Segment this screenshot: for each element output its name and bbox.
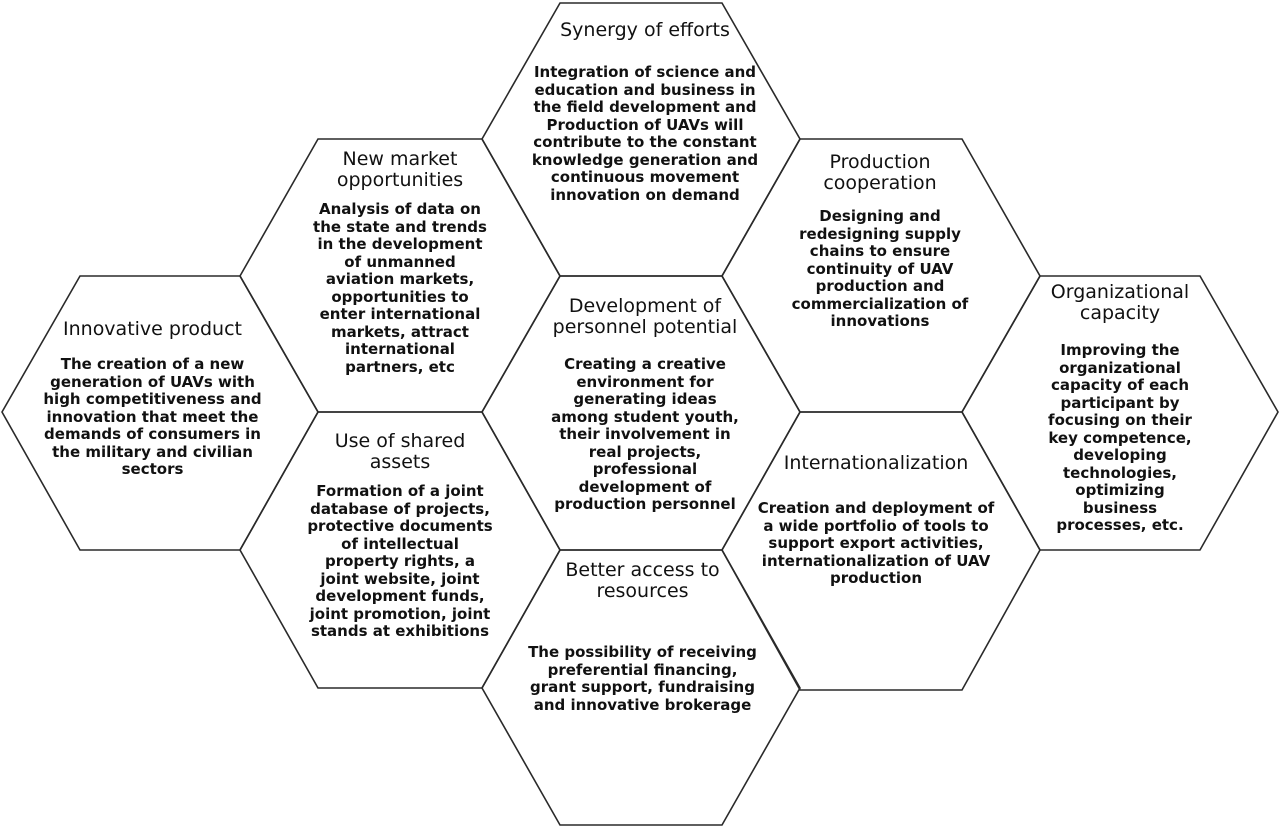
hex-shared-assets (300, 431, 500, 641)
hex-body: Creation and deployment of a wide portfolio of tools to support export activities, internationalization of UAV production (757, 499, 995, 587)
hex-title: Organizational capacity (1050, 281, 1190, 324)
hex-title: Production cooperation (823, 151, 937, 194)
hex-body: The creation of a new generation of UAVs with high competitiveness and innovation that meet the demands of consumers in the military and civilian sectors (43, 355, 262, 478)
hex-resources (525, 560, 760, 714)
hex-body: Improving the organizational capacity of each participant by focusing on their key competence, developing technologies, optimizing business processes, etc. (1048, 341, 1192, 534)
hex-body: Creating a creative environment for generating ideas among student youth, their involvement in real projects, professional development of production personnel (551, 355, 739, 513)
hex-body: Designing and redesigning supply chains to ensure continuity of UAV production and commercialization of innovations (791, 207, 969, 330)
hex-organizational (1035, 282, 1205, 535)
hex-body: Integration of science and education and business in the field development and Production of UAVs will contribute to the constant knowledge generation and continuous movement innovation on demand (531, 63, 759, 204)
hex-body: Analysis of data on the state and trends in the development of unmanned aviation markets, opportunities to enter international markets, attract international partners, etc (313, 200, 487, 376)
hex-title: Internationalization (783, 452, 969, 474)
hex-new-market (300, 149, 500, 376)
hex-title: New market opportunities (336, 148, 464, 191)
hex-production-cooperation (780, 152, 980, 331)
hex-innovative-product (30, 319, 275, 479)
hex-personnel (545, 296, 745, 514)
hex-title: Innovative product (63, 318, 242, 340)
hex-body: The possibility of receiving preferential financing, grant support, fundraising and innovative brokerage (528, 643, 757, 714)
hex-title: Synergy of efforts (560, 19, 730, 41)
hex-internationalization (750, 453, 1002, 588)
hex-title: Development of personnel potential (552, 295, 738, 338)
hex-title: Use of shared assets (334, 430, 466, 473)
hex-body: Formation of a joint database of projects, protective documents of intellectual property rights, a joint website, joint development funds, joint promotion, joint stands at exhibitions (307, 482, 493, 640)
hex-synergy (515, 20, 775, 204)
hex-title: Better access to resources (565, 559, 720, 602)
